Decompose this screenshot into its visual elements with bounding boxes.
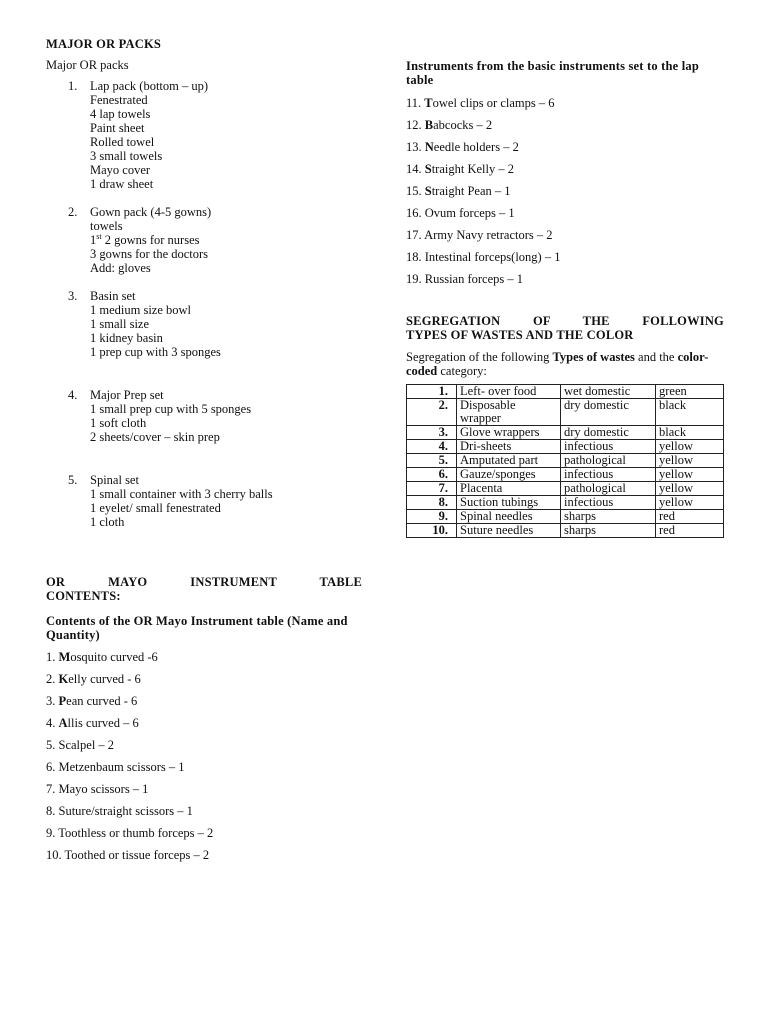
pack-subitem: 1 small container with 3 cherry balls [90,487,273,501]
list-initial: A [58,716,68,730]
waste-item: Suture needles [457,524,561,538]
waste-category: infectious [561,440,656,454]
packs-list [46,79,362,529]
pack-subitem [90,233,362,247]
pack-subitem: Rolled towel [90,135,155,149]
waste-row [407,426,724,440]
pack-number: 4. [68,388,78,402]
list-text: Mayo scissors – 1 [58,782,149,796]
waste-number: 3. [407,426,457,440]
lap-instrument-item [406,162,724,184]
list-initial: S [424,184,432,198]
waste-number: 1. [407,385,457,399]
segregation-heading [406,314,724,342]
pack-subitem: 1 small size [90,317,150,331]
list-initial: P [58,694,67,708]
waste-color: yellow [656,440,724,454]
waste-item: Disposable wrapper [457,399,561,426]
pack-subitem: Mayo cover [90,163,151,177]
list-number: 13. [406,140,422,154]
waste-row [407,399,724,426]
waste-category: sharps [561,510,656,524]
lap-instrument-item [406,250,724,272]
list-number: 12. [406,118,422,132]
waste-number: 5. [407,454,457,468]
waste-color: black [656,426,724,440]
list-text: eedle holders – 2 [433,140,519,154]
waste-item: Left- over food [457,385,561,399]
pack-subitem: towels [90,219,123,233]
waste-category: dry domestic [561,426,656,440]
lap-instrument-item [406,118,724,140]
waste-item: Suction tubings [457,496,561,510]
pack-subitem: 3 gowns for the doctors [90,247,209,261]
lap-instrument-item [406,272,724,294]
pack-item [46,388,362,444]
mayo-heading-line1: OR MAYO INSTRUMENT TABLE [46,575,362,589]
waste-number: 10. [407,524,457,538]
waste-color: yellow [656,482,724,496]
mayo-instrument-item [46,782,362,804]
waste-number: 2. [407,399,457,426]
segregation-intro [406,350,724,378]
list-number: 10. [46,848,62,862]
waste-row [407,510,724,524]
mayo-instrument-item [46,694,362,716]
pack-subitem: 4 lap towels [90,107,151,121]
intro-bold-types: Types of wastes [552,350,635,364]
pack-number: 2. [68,205,78,219]
waste-item: Placenta [457,482,561,496]
list-number: 7. [46,782,56,796]
list-text: elly curved - 6 [68,672,141,686]
pack-item [46,79,362,191]
section-title-major-or-packs: MAJOR OR PACKS [46,37,162,51]
waste-row [407,524,724,538]
pack-subitem: Fenestrated [90,93,148,107]
waste-item: Gauze/sponges [457,468,561,482]
waste-category: sharps [561,524,656,538]
lap-instrument-item [406,96,724,118]
lap-instrument-item [406,184,724,206]
segregation-heading-line2: TYPES OF WASTES AND THE COLOR [406,328,634,342]
waste-row [407,496,724,510]
waste-color: red [656,524,724,538]
waste-color: yellow [656,468,724,482]
lap-instrument-item [406,206,724,228]
list-initial: N [424,140,434,154]
list-text: Toothless or thumb forceps – 2 [58,826,214,840]
pack-subitem: Paint sheet [90,121,145,135]
lap-instrument-item [406,140,724,162]
list-initial: M [58,650,71,664]
mayo-instrument-item [46,804,362,826]
pack-subitem: 1 cloth [90,515,125,529]
mayo-instrument-list [46,650,362,870]
waste-number: 8. [407,496,457,510]
waste-item: Dri-sheets [457,440,561,454]
mayo-instrument-item [46,760,362,782]
lap-table-list [406,96,724,294]
ordinal-number: 1 [90,233,97,247]
waste-category: dry domestic [561,399,656,426]
list-number: 3. [46,694,56,708]
waste-number: 4. [407,440,457,454]
pack-subitem: 1 eyelet/ small fenestrated [90,501,221,515]
pack-item [46,205,362,275]
list-initial: K [58,672,69,686]
pack-subitem: Add: gloves [90,261,151,275]
waste-category: pathological [561,482,656,496]
waste-category: infectious [561,496,656,510]
pack-name: Basin set [90,289,136,303]
waste-color: red [656,510,724,524]
pack-subitem: 3 small towels [90,149,163,163]
waste-row [407,468,724,482]
mayo-instrument-item [46,826,362,848]
ordinal-suffix: st [96,232,102,241]
list-text: ean curved - 6 [66,694,138,708]
list-text: Metzenbaum scissors – 1 [58,760,185,774]
list-text: abcocks – 2 [433,118,493,132]
waste-number: 7. [407,482,457,496]
pack-subitem: 1 draw sheet [90,177,154,191]
waste-item: Amputated part [457,454,561,468]
list-text: llis curved – 6 [67,716,139,730]
list-text: Intestinal forceps(long) – 1 [424,250,561,264]
list-text: owel clips or clamps – 6 [432,96,555,110]
list-initial: T [424,96,433,110]
list-text: Army Navy retractors – 2 [424,228,553,242]
list-number: 2. [46,672,56,686]
left-column [46,37,362,870]
list-initial: B [424,118,434,132]
waste-color: yellow [656,454,724,468]
pack-name: Spinal set [90,473,139,487]
waste-color: black [656,399,724,426]
list-text: traight Pean – 1 [431,184,511,198]
list-number: 4. [46,716,56,730]
list-text: osquito curved -6 [70,650,158,664]
mayo-instrument-item [46,848,362,870]
mayo-instrument-item [46,716,362,738]
pack-number: 5. [68,473,78,487]
pack-subitem: 1 soft cloth [90,416,147,430]
waste-segregation-table [406,384,724,538]
pack-subitem: 1 prep cup with 3 sponges [90,345,221,359]
pack-item [46,473,362,529]
list-text: Russian forceps – 1 [424,272,523,286]
intro-text-part: category: [437,364,487,378]
pack-number: 3. [68,289,78,303]
mayo-subheading: Contents of the OR Mayo Instrument table (Name and Quantity) [46,614,348,642]
lap-table-heading: Instruments from the basic instruments set to the lap table [406,59,699,87]
pack-item [46,289,362,359]
list-text: Scalpel – 2 [58,738,115,752]
list-number: 5. [46,738,56,752]
list-number: 11. [406,96,422,110]
waste-row [407,454,724,468]
segregation-heading-line1: SEGREGATION OF THE FOLLOWING [406,314,724,328]
list-text: Toothed or tissue forceps – 2 [64,848,210,862]
pack-subitem: 1 small prep cup with 5 sponges [90,402,252,416]
list-number: 18. [406,250,422,264]
list-number: 15. [406,184,422,198]
waste-row [407,440,724,454]
list-number: 9. [46,826,56,840]
waste-color: yellow [656,496,724,510]
subtitle-major-or-packs: Major OR packs [46,58,129,72]
lap-instrument-item [406,228,724,250]
list-text: Suture/straight scissors – 1 [58,804,193,818]
list-text: traight Kelly – 2 [431,162,514,176]
list-number: 8. [46,804,56,818]
pack-subitem: 1 kidney basin [90,331,163,345]
waste-number: 9. [407,510,457,524]
pack-name: Gown pack (4-5 gowns) [90,205,212,219]
right-column [406,59,724,538]
pack-name: Lap pack (bottom – up) [90,79,209,93]
waste-category: infectious [561,468,656,482]
list-number: 17. [406,228,422,242]
mayo-instrument-item [46,672,362,694]
waste-category: wet domestic [561,385,656,399]
waste-number: 6. [407,468,457,482]
waste-item: Glove wrappers [457,426,561,440]
list-number: 16. [406,206,422,220]
list-number: 19. [406,272,422,286]
waste-item: Spinal needles [457,510,561,524]
list-initial: S [424,162,432,176]
pack-name: Major Prep set [90,388,164,402]
mayo-instrument-item [46,738,362,760]
intro-bold-color-coded: color-coded [406,350,709,378]
waste-color: green [656,385,724,399]
intro-text-part: Segregation of the following [406,350,553,364]
waste-row [407,385,724,399]
intro-text-part: and the [634,350,678,364]
pack-subitem-text: 2 gowns for nurses [104,233,200,247]
mayo-heading [46,575,362,603]
pack-subitem: 2 sheets/cover – skin prep [90,430,220,444]
pack-subitem: 1 medium size bowl [90,303,192,317]
mayo-instrument-item [46,650,362,672]
mayo-heading-line2: CONTENTS: [46,589,121,603]
waste-category: pathological [561,454,656,468]
list-text: Ovum forceps – 1 [424,206,515,220]
waste-row [407,482,724,496]
list-number: 1. [46,650,56,664]
pack-number: 1. [68,79,78,93]
list-number: 14. [406,162,422,176]
list-number: 6. [46,760,56,774]
